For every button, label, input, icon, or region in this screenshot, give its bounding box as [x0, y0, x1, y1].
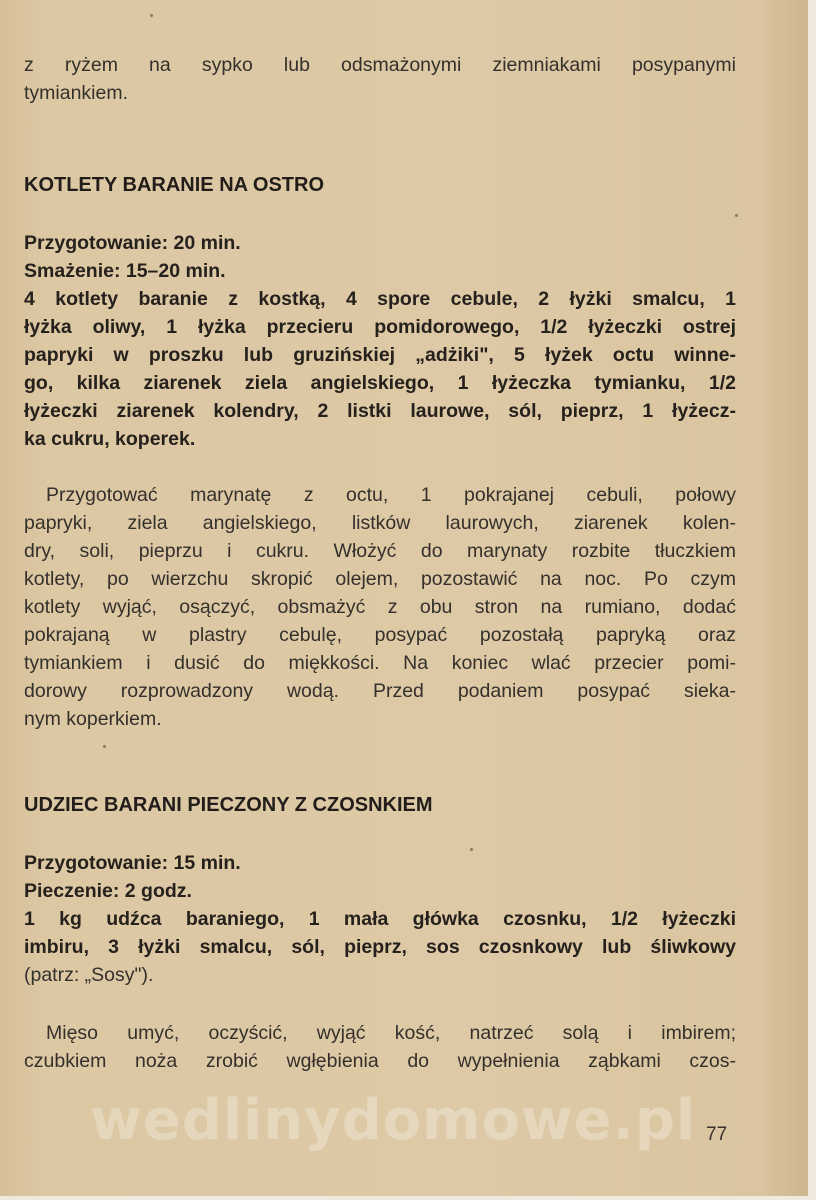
- ingredients-line: łyżka oliwy, 1 łyżka przecieru pomidorowego, 1/2 łyżeczki ostrej: [24, 316, 736, 338]
- method-line: kotlety, po wierzchu skropić olejem, pozostawić na noc. Po czym: [24, 568, 736, 590]
- method-line: pokrajaną w plastry cebulę, posypać pozostałą papryką oraz: [24, 624, 736, 646]
- page-edge-bottom: [0, 1196, 816, 1200]
- paper-speck: [103, 745, 106, 748]
- ingredients-line: 4 kotlety baranie z kostką, 4 spore cebule, 2 łyżki smalcu, 1: [24, 288, 736, 310]
- method-line: Mięso umyć, oczyścić, wyjąć kość, natrzeć solą i imbirem;: [46, 1022, 736, 1044]
- method-line: czubkiem noża zrobić wgłębienia do wypełnienia ząbkami czos-: [24, 1050, 736, 1072]
- watermark: wedlinydomowe.pl: [90, 1088, 697, 1153]
- cook-time: Pieczenie: 2 godz.: [24, 880, 192, 902]
- paper-speck: [735, 214, 738, 217]
- method-line: nym koperkiem.: [24, 708, 162, 730]
- paper-speck: [470, 848, 473, 851]
- method-line: tymiankiem i dusić do miękkości. Na koniec wlać przecier pomi-: [24, 652, 736, 674]
- recipe-title: UDZIEC BARANI PIECZONY Z CZOSNKIEM: [24, 794, 433, 816]
- method-line: dry, soli, pieprzu i cukru. Włożyć do marynaty rozbite tłuczkiem: [24, 540, 736, 562]
- ingredients-line: imbiru, 3 łyżki smalcu, sól, pieprz, sos czosnkowy lub śliwkowy: [24, 936, 736, 958]
- ingredients-note: (patrz: „Sosy").: [24, 964, 154, 986]
- intro-line: tymiankiem.: [24, 82, 129, 104]
- recipe-title: KOTLETY BARANIE NA OSTRO: [24, 174, 325, 196]
- paper-speck: [150, 14, 153, 17]
- intro-line: z ryżem na sypko lub odsmażonymi ziemniakami posypanymi: [24, 54, 736, 76]
- cook-time: Smażenie: 15–20 min.: [24, 260, 226, 282]
- method-line: kotlety wyjąć, osączyć, obsmażyć z obu stron na rumiano, dodać: [24, 596, 736, 618]
- ingredients-line: 1 kg udźca baraniego, 1 mała główka czosnku, 1/2 łyżeczki: [24, 908, 736, 930]
- page-number: 77: [706, 1124, 728, 1145]
- ingredients-line: papryki w proszku lub gruzińskiej „adżiki", 5 łyżek octu winne-: [24, 344, 736, 366]
- ingredients-line: ka cukru, koperek.: [24, 428, 196, 450]
- prep-time: Przygotowanie: 15 min.: [24, 852, 241, 874]
- ingredients-line: go, kilka ziarenek ziela angielskiego, 1 łyżeczka tymianku, 1/2: [24, 372, 736, 394]
- page-edge-right: [808, 0, 816, 1200]
- method-line: papryki, ziela angielskiego, listków laurowych, ziarenek kolen-: [24, 512, 736, 534]
- method-line: dorowy rozprowadzony wodą. Przed podaniem posypać sieka-: [24, 680, 736, 702]
- ingredients-line: łyżeczki ziarenek kolendry, 2 listki laurowe, sól, pieprz, 1 łyżecz-: [24, 400, 736, 422]
- prep-time: Przygotowanie: 20 min.: [24, 232, 241, 254]
- method-line: Przygotować marynatę z octu, 1 pokrajanej cebuli, połowy: [46, 484, 736, 506]
